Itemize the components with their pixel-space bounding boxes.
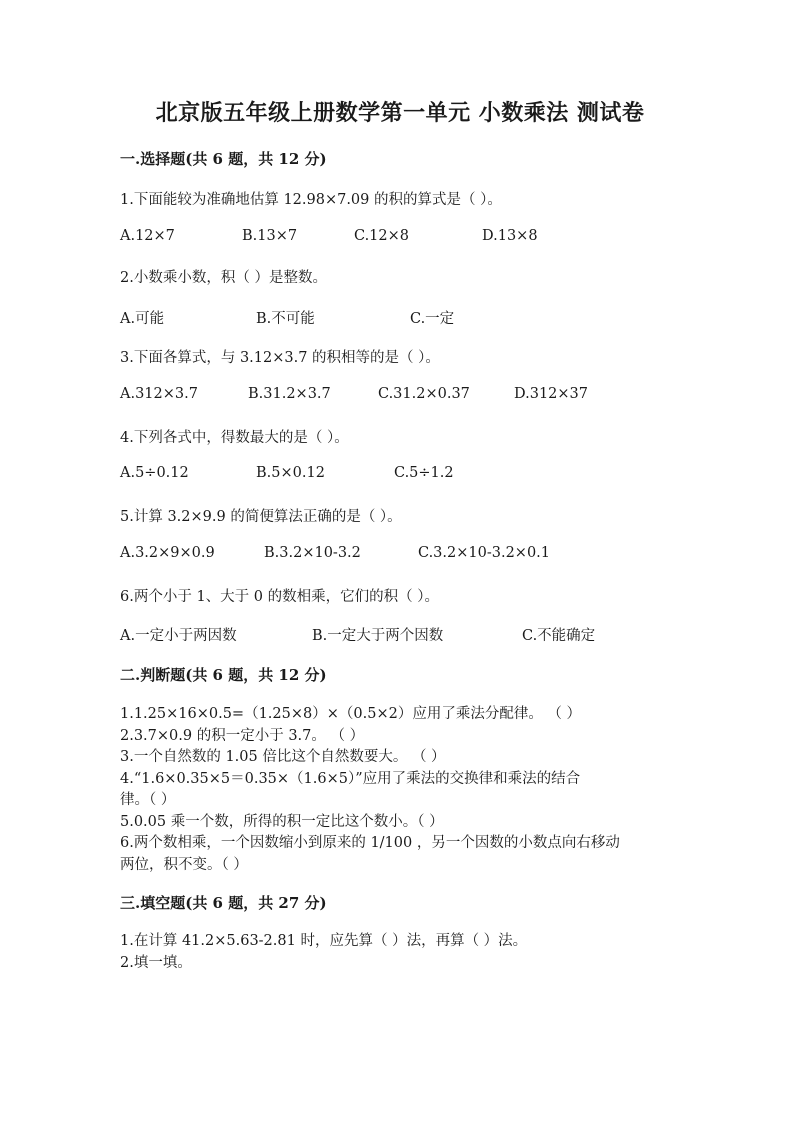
option-d: D.312×37	[514, 386, 588, 402]
fill-blank-line: 2.填一填。	[120, 955, 192, 971]
question-options	[120, 228, 720, 250]
option-a: A.5÷0.12	[120, 465, 189, 481]
question-stem: 3.下面各算式，与 3.12×3.7 的积相等的是（ ）。	[120, 350, 440, 366]
judgement-line: 5.0.05 乘一个数，所得的积一定比这个数小。（ ）	[120, 814, 444, 830]
judgement-line: 1.1.25×16×0.5=（1.25×8）×（0.5×2）应用了乘法分配律。 （ ）	[120, 706, 582, 722]
option-a: A.一定小于两因数	[120, 628, 237, 644]
section-header-choice: 一.选择题(共 6 题，共 12 分)	[120, 150, 327, 168]
section-header-true-false: 二.判断题(共 6 题，共 12 分)	[120, 666, 327, 684]
question-stem: 4.下列各式中，得数最大的是（ ）。	[120, 430, 349, 446]
option-b: B.不可能	[256, 311, 315, 327]
option-c: C.3.2×10-3.2×0.1	[418, 545, 551, 561]
option-d: D.13×8	[482, 228, 538, 244]
judgement-line: 4.“1.6×0.35×5＝0.35×（1.6×5）”应用了乘法的交换律和乘法的结合	[120, 771, 581, 787]
question-stem: 1.下面能较为准确地估算 12.98×7.09 的积的算式是（ ）。	[120, 192, 502, 208]
judgement-line: 6.两个数相乘，一个因数缩小到原来的 1/100 ，另一个因数的小数点向右移动	[120, 835, 620, 851]
option-a: A.312×3.7	[120, 386, 198, 402]
option-c: C.12×8	[354, 228, 410, 244]
judgement-line: 两位，积不变。（ ）	[120, 857, 248, 873]
page-title: 北京版五年级上册数学第一单元 小数乘法 测试卷	[155, 100, 645, 126]
judgement-line: 律。（ ）	[120, 792, 176, 808]
question-stem: 5.计算 3.2×9.9 的简便算法正确的是（ ）。	[120, 509, 402, 525]
option-c: C.一定	[410, 311, 455, 327]
option-b: B.13×7	[242, 228, 298, 244]
question-options	[120, 624, 720, 646]
fill-blank-line: 1.在计算 41.2×5.63-2.81 时，应先算（ ）法，再算（ ）法。	[120, 933, 528, 949]
option-b: B.5×0.12	[256, 465, 325, 481]
option-b: B.一定大于两个因数	[312, 628, 444, 644]
question-stem: 2.小数乘小数，积（ ）是整数。	[120, 270, 327, 286]
option-a: A.可能	[120, 311, 165, 327]
question-options	[120, 465, 720, 487]
option-a: A.3.2×9×0.9	[120, 545, 215, 561]
question-options	[120, 545, 720, 567]
option-c: C.不能确定	[522, 628, 596, 644]
option-c: C.5÷1.2	[394, 465, 454, 481]
judgement-line: 2.3.7×0.9 的积一定小于 3.7。 （ ）	[120, 728, 365, 744]
option-a: A.12×7	[120, 228, 175, 244]
judgement-line: 3.一个自然数的 1.05 倍比这个自然数要大。 （ ）	[120, 749, 446, 765]
question-options	[120, 386, 720, 408]
option-b: B.3.2×10-3.2	[264, 545, 361, 561]
question-options	[120, 307, 720, 329]
question-stem: 6.两个小于 1、大于 0 的数相乘，它们的积（ ）。	[120, 589, 439, 605]
section-header-fill-blank: 三.填空题(共 6 题，共 27 分)	[120, 894, 327, 912]
option-b: B.31.2×3.7	[248, 386, 331, 402]
option-c: C.31.2×0.37	[378, 386, 470, 402]
